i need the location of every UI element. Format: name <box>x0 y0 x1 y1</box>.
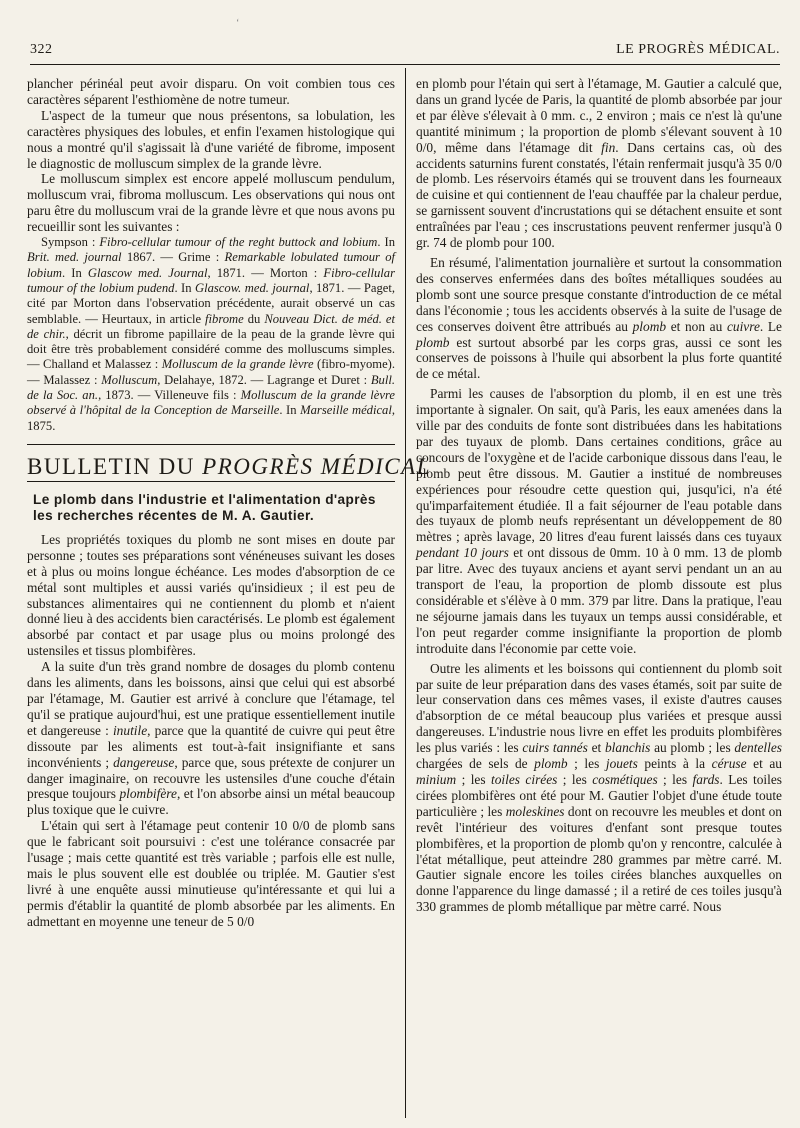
bulletin-title-plain: BULLETIN DU <box>27 453 203 479</box>
text-run: En résumé, l'alimentation journalière et surtout la consommation des conserves enfermées dans des boîtes métalliques soudées au plomb sont une source presque constante d'introduction de ce métal dans l'économie ; tous les accidents observés à la suite de l'usage de ces conserves doivent être attribués au <box>416 254 782 334</box>
ref-text: Sympson : <box>41 235 100 250</box>
ref-text: . In <box>377 235 396 250</box>
emphasis: fards <box>692 771 720 787</box>
text-run: Outre les aliments et les boissons qui contiennent du plomb soit par suite de leur préparation dans des vases étamés, soit par suite de leur conservation dans ces mêmes vases, il existe d'autres causes d'absorption de ce métal beaucoup plus variées et presque aussi dangereuses. L'industrie nous livre en effet les produits plombifères les plus variés : les <box>416 660 782 756</box>
references-paragraph <box>27 235 395 434</box>
emphasis: minium <box>416 771 457 787</box>
paragraph-toxic-properties: Les propriétés toxiques du plomb ne sont mises en doute par personne ; toutes ses préparations sont vénéneuses suivant les doses et à plus ou moins longue échéance. Les modes d'absorption de ce métal sont multiples et aussi variés qu'insidieux ; il est peu de substances alimentaires qui ne contiennent du plomb et n'aient donné lieu à des accidents bien caractérisés. Le plomb est également absorbé par contact et par usage plus ou moins prolongé des ustensiles et tissus plombifères. <box>27 531 395 659</box>
paragraph-eaux <box>416 386 782 656</box>
emphasis: plombifère <box>119 786 177 802</box>
text-run: et ont dissous de 0mm. 10 à 0 mm. 13 de plomb par litre. Avec des tuyaux anciens et ayant servi pendant un an au transport de l'eau, la proportion de plomb dissoute est plus considérable et s'élève à 0 mm. 379 par litre. Dans la pratique, l'eau ne séjourne jamais dans les tuyaux un temps aussi considérable, et l'on peut regarder comme insignifiante la proportion de plomb introduite dans l'économie par cette voie. <box>416 545 782 656</box>
ref-journal: Marseille médical <box>300 403 392 418</box>
emphasis: inutile <box>112 722 148 738</box>
text-run: A la suite d'un très grand nombre de dosages du plomb contenu dans les aliments, dans les boissons, ainsi que celui qui est absorbé par l'étamage, M. Gautier est arrivé à conclure que l'étamage, tel qu'il se pratique aujourd'hui, est une pratique essentiellement inutile et dangereuse : <box>27 659 395 738</box>
ref-title: Molluscum de la grande lèvre observé à l'hôpital de la Conception de Marseille <box>27 388 396 418</box>
text-run: ; les <box>456 771 491 787</box>
paragraph-etain: L'étain qui sert à l'étamage peut contenir 10 0/0 de plomb sans que le fabricant soit poursuivi : c'est une tolérance consacrée par l'usage ; mais cette quantité est très variable ; parfois elle est nulle, mais le plus souvent elle est doublée ou triplée. M. Gautier s'est livré à une enquête aussi minutieuse qu'intéressante et qui lui a permis d'établir la quantité de plomb absorbée par les aliments. En admettant en moyenne une teneur de 5 0/0 <box>27 818 395 929</box>
text-run: , parce que, sous prétexte de conjurer un danger imaginaire, on recouvre les ustensiles d'une couche d'étain presque toujours <box>27 754 395 802</box>
text-run: , parce que la quantité de cuivre qui peut être dissoute par les aliments est tout-à-fait insignifiante et sans inconvénients ; <box>27 722 395 770</box>
ref-text: , décrit un fibrome papillaire de la peau de la grande lèvre qui doit être très probablement considéré comme des molluscums simples. — Challand et Malassez : <box>27 326 396 372</box>
text-run: ; les <box>657 771 693 787</box>
ref-text: , Delahaye, 1872. — Lagrange et Duret : <box>157 372 371 387</box>
text-run: Parmi les causes de l'absorption du plomb, il en est une très importante à signaler. On sait, qu'à Paris, les eaux amenées dans la ville par des conduits de fonte sont distribuées dans les habitations par des tuyaux de plomb. Dans certaines conditions, grâce au concours de l'oxygène et de l'acide carbonique dissous dans l'eau, le plomb peut être dissous. M. Gautier a institué de nombreuses expériences pour résoudre cette question qui, jusqu'ici, n'a été qu'imparfaitement étudiée. Il a fait séjourner de l'eau potable dans des tuyaux de plomb neufs représentant un développement de 80 mètres ; après lavage, 20 litres d'eau furent laissés dans ces tuyaux <box>416 386 782 545</box>
section-rule <box>27 481 395 482</box>
ref-title: Molluscum <box>101 372 158 387</box>
text-run: dont on recouvre les meubles et dont on revêt l'intérieur des voitures d'enfant sont presque toutes plombifères, et la proportion de plomb qu'on y rencontre, calculée à l'état métallique, peut atteindre 280 grammes par mètre carré. M. Gautier signale encore les toiles cirées blanches auxquelles on donne l'apparence du linge damassé ; il a retiré de ces toiles jusqu'à 330 grammes de plomb métallique par mètre carré. Nous <box>416 803 782 915</box>
text-run: au plomb ; les <box>650 740 735 756</box>
paragraph-lycee <box>416 76 782 251</box>
text-run: et <box>587 740 605 756</box>
ref-text: , 1873. — Villeneuve fils : <box>98 388 241 403</box>
paragraph-diagnostic: L'aspect de la tumeur que nous présentons, sa lobulation, les caractères physiques des lobules, et enfin l'examen histologique qui nous a montré qu'il s'agissait là d'une variété de fibrome, imposent le diagnostic de molluscum simplex de la grande lèvre. <box>27 107 395 171</box>
emphasis: plomb <box>416 334 450 350</box>
emphasis: cuivre <box>726 318 760 334</box>
page-number: 322 <box>30 42 53 57</box>
paragraph-conserves <box>416 255 782 382</box>
ref-text: du <box>243 311 265 326</box>
ref-title: Molluscum de la grande lèvre <box>161 357 314 372</box>
emphasis: céruse <box>711 756 747 772</box>
emphasis: cuirs tannés <box>522 740 588 756</box>
ref-text: (fibro-myome). — Malassez : <box>27 357 396 387</box>
column-divider <box>405 68 406 1118</box>
ref-journal: Bull. de la Soc. an. <box>27 372 395 403</box>
text-run: . Le <box>759 318 782 334</box>
ref-journal: Nouveau Dict. de méd. et de chir. <box>27 311 395 341</box>
ref-text: , 1871. — Paget, cité par Morton dans l'observation précédente, aurait observé un cas semblable. — Heurtaux, in article <box>27 280 396 326</box>
ref-journal: Glascow. med. journal <box>195 280 310 295</box>
emphasis: pendant 10 jours <box>416 545 509 561</box>
text-run: . Les toiles cirées plombifères ont été pour M. Gautier l'objet d'une étude toute particulière ; les <box>416 771 783 819</box>
ref-title: Fibro-cellular tumour of the reght buttock and lobium <box>99 235 378 250</box>
text-run: . Dans certains cas, où des accidents saturnins furent constatés, l'étain renfermait jusqu'à 35 0/0 de plomb. Les réservoirs étamés qui se trouvent dans les fourneaux de cuisine et qui contiennent de l'eau chauffée par la chaleur perdue, se garnissent souvent d'incrustations qui se détachent ensuite et sont entraînées par l'eau ; ces inscrustations peuvent renfermer jusqu'à 0 gr. 74 de plomb pour 100. <box>416 139 782 251</box>
ref-text: . In <box>174 280 196 295</box>
section-rule <box>27 444 395 445</box>
text-run: et non au <box>666 318 727 334</box>
emphasis: plomb <box>534 756 568 772</box>
ref-title: Remarkable lobulated tumour of lobium <box>27 250 395 280</box>
article-subheading: Le plomb dans l'industrie et l'alimentation d'après les recherches récentes de M. A. Gautier. <box>33 491 376 523</box>
running-title: LE PROGRÈS MÉDICAL. <box>616 42 780 57</box>
emphasis: jouets <box>605 756 638 772</box>
ref-title: Fibro-cellular tumour of the lobium pudend <box>27 265 396 295</box>
emphasis: toiles cirées <box>491 771 558 787</box>
emphasis: dentelles <box>734 740 782 756</box>
text-run: , et l'on absorbe ainsi un métal beaucoup plus toxique que le cuivre. <box>27 786 396 818</box>
left-column <box>27 76 431 1112</box>
emphasis: cosmétiques <box>592 771 658 787</box>
emphasis: blanchis <box>604 740 651 756</box>
right-column <box>416 76 782 1112</box>
bulletin-title <box>27 453 431 481</box>
ref-journal: Glascow med. Journal <box>87 265 208 280</box>
emphasis: fin <box>601 139 616 155</box>
ref-text: . In <box>279 403 301 418</box>
ref-title: fibrome <box>205 311 244 326</box>
page-header <box>30 42 780 62</box>
paragraph-etamage <box>27 659 395 818</box>
text-run: et au <box>746 756 782 772</box>
text-run: peints à la <box>637 756 712 772</box>
ref-text: 1867. — Grime : <box>121 250 225 265</box>
emphasis: plomb <box>632 318 667 334</box>
text-run: en plomb pour l'étain qui sert à l'étamage, M. Gautier a calculé que, dans un grand lycée de Paris, la quantité de plomb absorbée par jour et par élève s'élevait à 0 mm. c., 2 environ ; mais ce n'est là qu'une quantité minimum ; la proportion de plomb s'élevant souvent à 10 0/0, même dans l'étamage dit <box>416 76 782 155</box>
paragraph-esthiomene: plancher périnéal peut avoir disparu. On voit combien tous ces caractères séparent l'esthiomène de notre tumeur. <box>27 76 395 107</box>
ref-text: . In <box>61 265 88 280</box>
paragraph-industrie <box>416 661 782 916</box>
ref-text: , 1875. <box>27 403 396 433</box>
header-rule <box>30 64 780 65</box>
text-run: est surtout absorbé par les corps gras, aussi ce sont les conserves de poissons à l'huile qui absorbent la plus forte quantité de ce métal. <box>416 334 782 382</box>
text-run: chargées de sels de <box>416 756 535 772</box>
ref-journal: Brit. med. journal <box>27 250 122 265</box>
ref-text: , 1871. — Morton : <box>207 265 324 280</box>
corner-mark: ʻ <box>236 18 240 29</box>
text-run: ; les <box>557 771 593 787</box>
text-run: ; les <box>567 756 606 772</box>
emphasis: moleskines <box>505 803 565 819</box>
paragraph-molluscum: Le molluscum simplex est encore appelé molluscum pendulum, molluscum vrai, fibroma molluscum. Les observations qui nous ont paru être du molluscum vrai de la grande lèvre et que nous avons pu recueillir sont les suivantes : <box>27 171 395 235</box>
emphasis: dangereuse <box>113 754 175 770</box>
bulletin-title-italic: PROGRÈS MÉDICAL <box>202 453 431 479</box>
